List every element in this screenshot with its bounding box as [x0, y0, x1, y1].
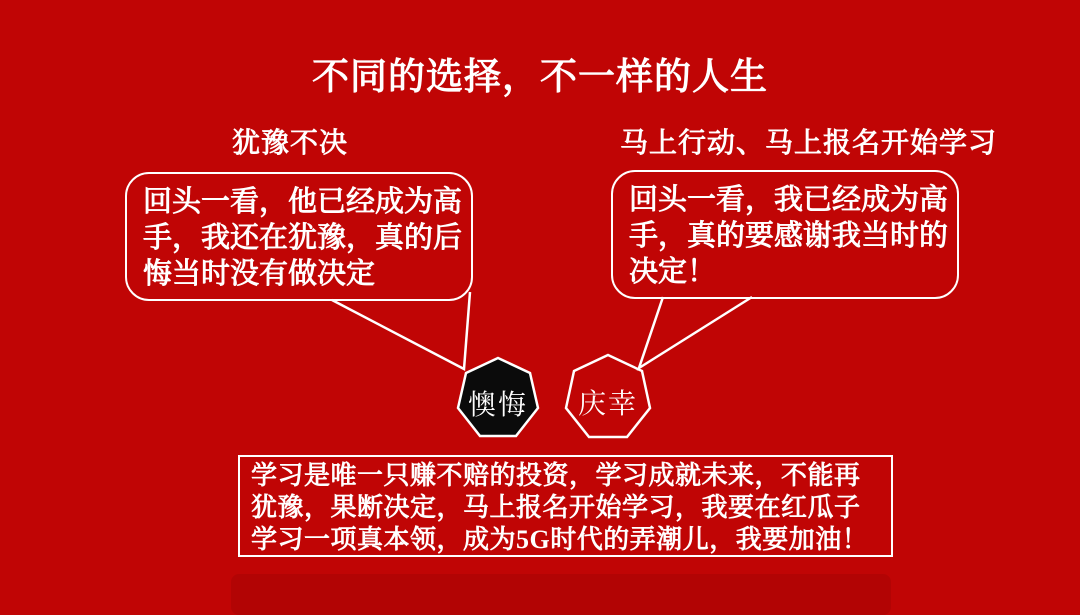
conclusion-line: 犹豫，果断决定，马上报名开始学习，我要在红瓜子: [251, 493, 861, 522]
hesitation-label: 犹豫不决: [232, 128, 349, 159]
regret-tag: 懊悔: [467, 390, 528, 421]
regret-bubble-line: 回头一看，他已经成为高: [143, 186, 463, 218]
bottom-shadow-band: [231, 574, 891, 615]
regret-bubble-line: 悔当时没有做决定: [143, 258, 376, 290]
fortunate-bubble-tail: [639, 297, 752, 368]
regret-bubble-line: 手，我还在犹豫，真的后: [143, 222, 463, 254]
regret-bubble-tail: [332, 292, 470, 369]
conclusion-line: 学习一项真本领，成为5G时代的弄潮儿，我要加油！: [251, 525, 869, 554]
conclusion-line: 学习是唯一只赚不赔的投资，学习成就未来，不能再: [251, 461, 861, 490]
fortunate-tag: 庆幸: [577, 389, 638, 420]
action-label: 马上行动、马上报名开始学习: [620, 128, 998, 159]
slide-title: 不同的选择，不一样的人生: [312, 57, 768, 98]
fortunate-bubble-line: 手，真的要感谢我当时的: [629, 220, 949, 252]
conclusion-box: [238, 455, 893, 557]
fortunate-bubble-line: 回头一看，我已经成为高: [629, 184, 949, 216]
fortunate-bubble-line: 决定！: [629, 256, 717, 288]
